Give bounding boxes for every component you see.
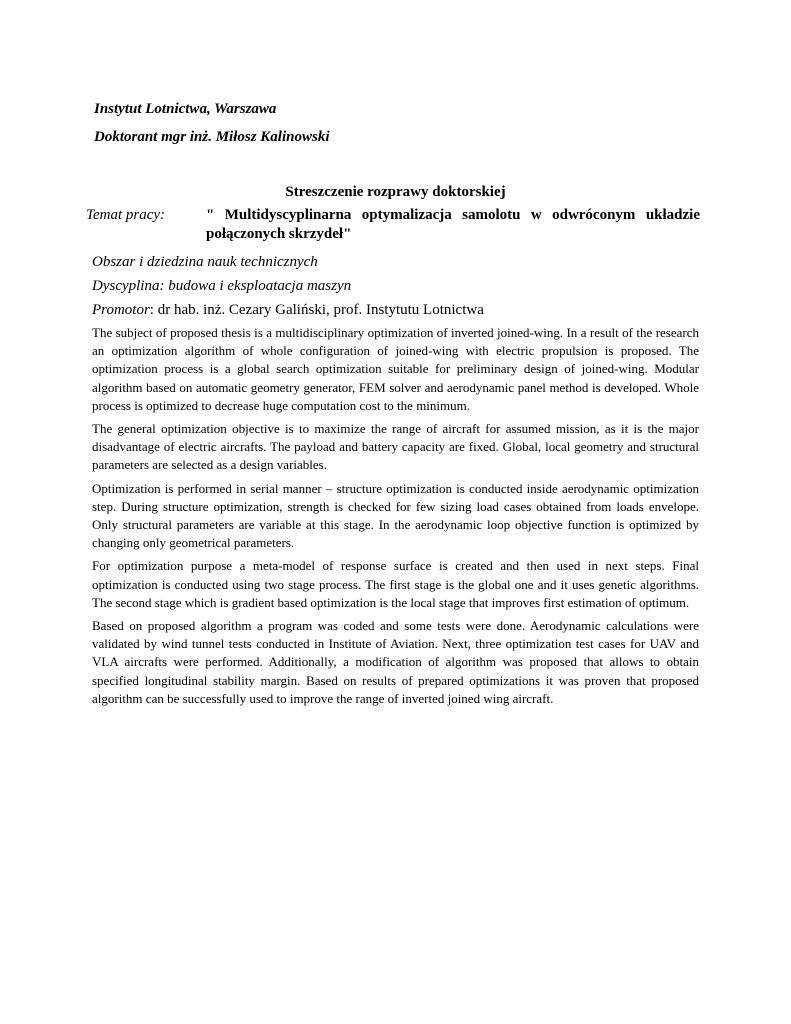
- author-name: Doktorant mgr inż. Miłosz Kalinowski: [94, 129, 330, 145]
- abstract-paragraph: Optimization is performed in serial manner – structure optimization is conducted inside aerodynamic optimization step. During structure optimization, strength is checked for few sizing load cases obtained from loads envelope. Only structural parameters are variable at this stage. In the aerodynamic loop objective function is optimized by changing only geometrical parameters.: [92, 480, 699, 551]
- abstract-paragraph: The subject of proposed thesis is a multidisciplinary optimization of inverted joined-wing. In a result of the research an optimization algorithm of whole configuration of joined-wing with electric propulsion is proposed. The optimization process is a global search optimization suitable for preliminary design of joined-wing. Modular algorithm based on automatic geometry generator, FEM solver and aerodynamic panel method is developed. Whole process is optimized to decrease huge computation cost to the minimum.: [92, 325, 699, 413]
- topic-title: " Multidyscyplinarna optymalizacja samolotu w odwróconym układzie połączonych skrzydeł": [206, 207, 700, 242]
- institute-name: Instytut Lotnictwa, Warszawa: [94, 101, 277, 117]
- promotor-label: Promotor: [92, 302, 150, 318]
- topic-label: Temat pracy: [86, 207, 161, 223]
- discipline: Dyscyplina: budowa i eksploatacja maszyn: [92, 278, 352, 294]
- document-heading: Streszczenie rozprawy doktorskiej: [285, 184, 506, 200]
- field-of-science: Obszar i dziedzina nauk technicznych: [92, 254, 318, 270]
- topic-label-group: [86, 206, 202, 244]
- thesis-topic: [86, 206, 700, 244]
- abstract-body: [92, 324, 699, 713]
- promotor-value: : dr hab. inż. Cezary Galiński, prof. Instytutu Lotnictwa: [149, 302, 484, 318]
- abstract-paragraph: The general optimization objective is to maximize the range of aircraft for assumed mission, as it is the major disadvantage of electric aircrafts. The payload and battery capacity are fixed. Global, local geometry and structural parameters are selected as a design variables.: [92, 421, 699, 473]
- topic-separator: :: [160, 207, 166, 223]
- promotor-line: [92, 301, 484, 319]
- abstract-paragraph: For optimization purpose a meta-model of response surface is created and then used in next steps. Final optimization is conducted using two stage process. The first stage is the global one and it uses genetic algorithms. The second stage which is gradient based optimization is the local stage that improves first estimation of optimum.: [92, 558, 699, 610]
- abstract-paragraph: Based on proposed algorithm a program was coded and some tests were done. Aerodynamic calculations were validated by wind tunnel tests conducted in Institute of Aviation. Next, three optimization test cases for UAV and VLA aircrafts were performed. Additionally, a modification of algorithm was proposed that allows to obtain specified longitudinal stability margin. Based on results of prepared optimizations it was proven that proposed algorithm can be successfully used to improve the range of inverted joined wing aircraft.: [92, 618, 699, 706]
